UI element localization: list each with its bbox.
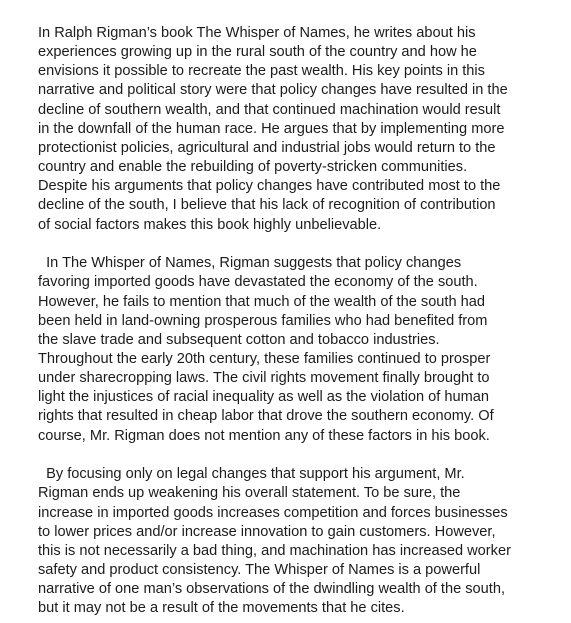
paragraph-1	[38, 24, 543, 235]
text-line: By focusing only on legal changes that support his argument, Mr.	[38, 466, 465, 483]
text-line: been held in land-owning prosperous families who had benefited from	[38, 312, 488, 329]
text-line: In The Whisper of Names, Rigman suggests that policy changes	[38, 255, 462, 272]
text-line: experiences growing up in the rural south of the country and how he	[38, 44, 477, 61]
essay-document	[38, 24, 543, 619]
text-line: decline of the south, I believe that his lack of recognition of contribution	[38, 197, 496, 214]
text-line: However, he fails to mention that much of the wealth of the south had	[38, 293, 485, 310]
paragraph-2	[38, 254, 543, 446]
text-line: country and enable the rebuilding of poverty-stricken communities.	[38, 159, 468, 176]
text-line: decline of southern wealth, and that continued machination would result	[38, 101, 501, 118]
text-line: In Ralph Rigman’s book The Whisper of Names, he writes about his	[38, 25, 476, 41]
text-line: under sharecropping laws. The civil rights movement finally brought to	[38, 370, 490, 387]
text-line: narrative of one man’s observations of the dwindling wealth of the south,	[38, 581, 506, 598]
text-line: the slave trade and subsequent cotton and tobacco industries.	[38, 331, 440, 348]
text-line: Despite his arguments that policy changes have contributed most to the	[38, 178, 501, 195]
text-line: favoring imported goods have devastated the economy of the south.	[38, 274, 478, 291]
text-line: this is not necessarily a bad thing, and machination has increased worker	[38, 542, 511, 559]
text-line: course, Mr. Rigman does not mention any of these factors in his book.	[38, 427, 490, 444]
text-line: envisions it possible to recreate the past wealth. His key points in this	[38, 63, 485, 80]
text-line: but it may not be a result of the movements that he cites.	[38, 600, 405, 617]
text-line: Rigman ends up weakening his overall statement. To be sure, the	[38, 485, 461, 502]
text-line: increase in imported goods increases competition and forces businesses	[38, 504, 508, 521]
text-line: Throughout the early 20th century, these families continued to prosper	[38, 351, 491, 367]
text-line: of social factors makes this book highly unbelievable.	[38, 216, 382, 233]
text-line: protectionist policies, agricultural and industrial jobs would return to the	[38, 139, 496, 156]
text-line: to lower prices and/or increase innovation to gain customers. However,	[38, 523, 496, 540]
paragraph-3	[38, 465, 543, 618]
text-line: narrative and political story were that policy changes have resulted in the	[38, 82, 508, 99]
text-line: safety and product consistency. The Whisper of Names is a powerful	[38, 562, 481, 579]
text-line: rights that resulted in cheap labor that drove the southern economy. Of	[38, 408, 494, 425]
text-line: light the injustices of racial inequality as well as the violation of human	[38, 389, 490, 406]
text-line: in the downfall of the human race. He argues that by implementing more	[38, 120, 505, 137]
